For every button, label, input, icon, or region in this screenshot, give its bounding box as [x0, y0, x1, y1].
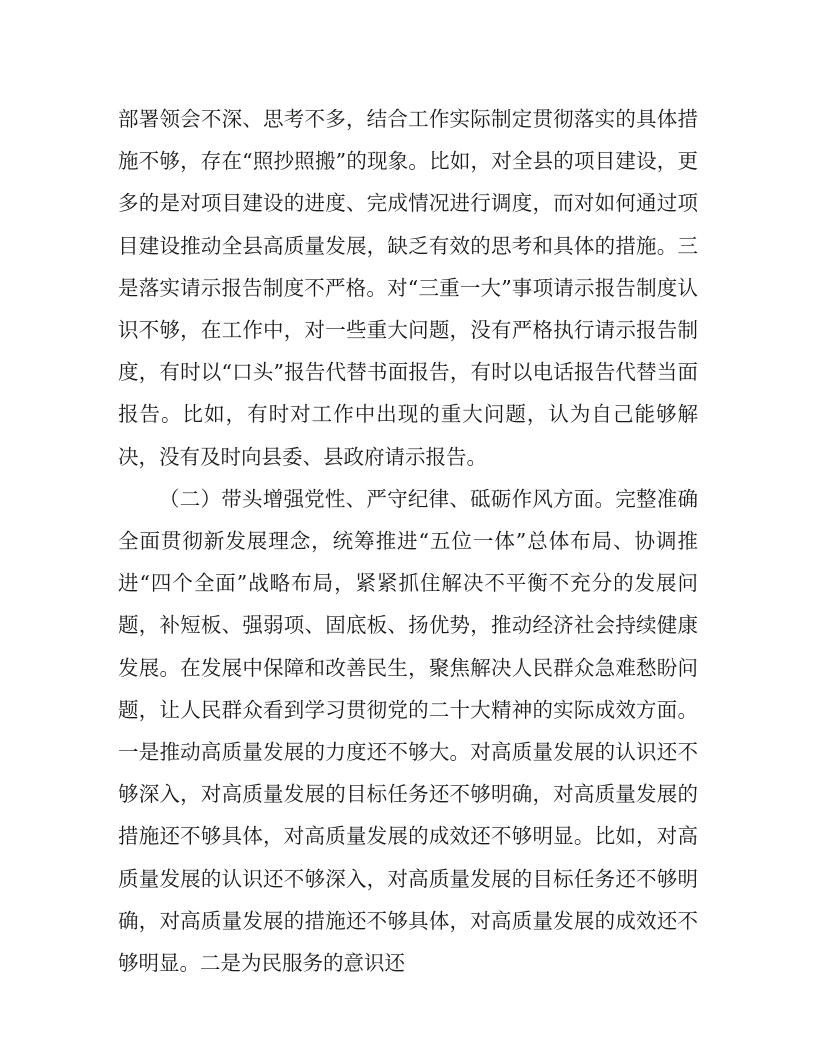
paragraph-section-two: （二）带头增强党性、严守纪律、砥砺作风方面。完整准确全面贯彻新发展理念，统筹推进“五位一体”总体布局、协调推进“四个全面”战略布局，紧紧抓住解决不平衡不充分的发展问题，补短板、强弱项、固底板、扬优势，推动经济社会持续健康发展。在发展中保障和改善民生，聚焦解决人民群众急难愁盼问题，让人民群众看到学习贯彻党的二十大精神的实际成效方面。一是推动高质量发展的力度还不够大。对高质量发展的认识还不够深入，对高质量发展的目标任务还不够明确，对高质量发展的措施还不够具体，对高质量发展的成效还不够明显。比如，对高质量发展的认识还不够深入，对高质量发展的目标任务还不够明确，对高质量发展的措施还不够具体，对高质量发展的成效还不够明显。二是为民服务的意识还	[118, 486, 698, 976]
document-page	[118, 98, 698, 984]
paragraph-continued: 部署领会不深、思考不多，结合工作实际制定贯彻落实的具体措施不够，存在“照抄照搬”的现象。比如，对全县的项目建设，更多的是对项目建设的进度、完成情况进行调度，而对如何通过项目建设推动全县高质量发展，缺乏有效的思考和具体的措施。三是落实请示报告制度不严格。对“三重一大”事项请示报告制度认识不够，在工作中，对一些重大问题，没有严格执行请示报告制度，有时以“口头”报告代替书面报告，有时以电话报告代替当面报告。比如，有时对工作中出现的重大问题，认为自己能够解决，没有及时向县委、县政府请示报告。	[118, 107, 698, 469]
